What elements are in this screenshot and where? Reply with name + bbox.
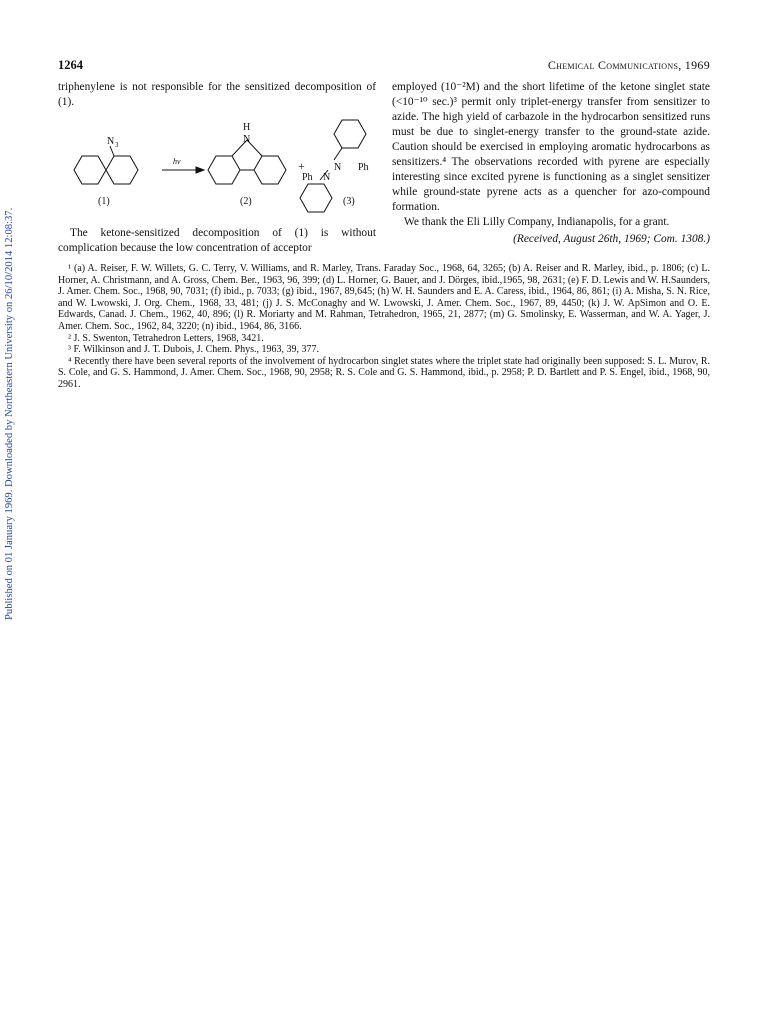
carbazole-h-label: H xyxy=(243,122,251,133)
intro-paragraph: triphenylene is not responsible for the sensitized decomposition of (1). xyxy=(58,81,376,108)
azo-n1-label: N xyxy=(334,162,342,173)
right-column xyxy=(392,80,710,247)
azide-n-label: N xyxy=(107,136,115,147)
footnote-3: ³ F. Wilkinson and J. T. Dubois, J. Chem. Phys., 1963, 39, 377. xyxy=(68,344,319,356)
azo-ring-top xyxy=(334,120,366,148)
running-head: Chemical Communications, 1969 xyxy=(547,58,710,72)
footnotes xyxy=(58,263,710,391)
carbazole-n-label: N xyxy=(243,134,251,145)
compound-3-label: (3) xyxy=(343,196,355,207)
plus-sign: + xyxy=(298,159,305,173)
azo-ring-bottom xyxy=(300,184,332,212)
arrow-head xyxy=(196,167,204,173)
received-line: (Received, August 26th, 1969; Com. 1308.) xyxy=(513,233,710,245)
reaction-scheme xyxy=(58,118,378,214)
compound-1-label: (1) xyxy=(98,196,110,207)
azo-n2-label: N xyxy=(323,172,331,183)
azo-ph2-label: Ph xyxy=(302,172,313,183)
footnote-2: ² J. S. Swenton, Tetrahedron Letters, 1968, 3421. xyxy=(68,332,264,344)
footnote-1: ¹ (a) A. Reiser, F. W. Willets, G. C. Terry, V. Williams, and R. Marley, Trans. Faraday Soc., 1968, 64, 3265; (b) A. Reiser and R. Marley, ibid., p. 1806; (c) L. Horner, A. Christmann, and A. Gross, Chem. Ber., 1963, 96, 399; (d) L. Horner, G. Bauer, and J. Dörges, ibid.,1965, 98, 2631; (e) F. D. Lewis and W. H.Saunders, J. Amer. Chem. Soc., 1968, 90, 7031; (f) ibid., p. 7033; (g) ibid., 1967, 89,645; (h) W. H. Saunders and E. A. Caress, ibid., 1964, 86, 861; (i) A. Misha, S. N. Rice, and W. Lwowski, J. Org. Chem., 1968, 33, 481; (j) J. S. McConaghy and W. Lwowski, J. Amer. Chem. Soc., 1967, 89, 4450; (k) J. W. ApSimon and O. E. Edwards, Canad. J. Chem., 1962, 40, 896; (l) R. Moriarty and M. Rahman, Tetrahedron, 1965, 21, 2877; (m) G. Smolinsky, E. Wasserman, and W. A. Yager, J. Amer. Chem. Soc., 1962, 84, 3220; (n) ibid., 1964, 86, 3166. xyxy=(58,263,710,332)
azide-bond xyxy=(110,146,114,156)
left-column xyxy=(58,80,376,110)
footnote-4: ⁴ Recently there have been several reports of the involvement of hydrocarbon singlet states where the triplet state had originally been supposed: S. L. Murov, R. S. Cole, and G. S. Hammond, J. Amer. Chem. Soc., 1968, 90, 2958; R. S. Cole and G. S. Hammond, ibid., p. 2958; P. D. Bartlett and P. S. Engel, ibid., 1968, 90, 2961. xyxy=(58,355,710,390)
azide-subscript: 3 xyxy=(115,141,119,149)
page-number: 1264 xyxy=(58,58,83,72)
download-notice-link[interactable]: Published on 01 January 1969. Downloaded by Northeastern University on 26/10/2014 12:08:37. xyxy=(4,207,15,620)
hv-label: hν xyxy=(173,157,181,166)
azo-ph1-label: Ph xyxy=(358,162,369,173)
reaction-scheme-svg xyxy=(58,118,378,214)
benzene-ring-1a xyxy=(74,156,106,184)
carbazole-ring-right xyxy=(254,156,286,184)
azo-bond-1 xyxy=(334,148,342,160)
ketone-paragraph: The ketone-sensitized decomposition of (1) is without complication because the low concentration of acceptor xyxy=(58,227,376,254)
carbazole-ring-left xyxy=(208,156,240,184)
acknowledgement: We thank the Eli Lilly Company, Indianapolis, for a grant. xyxy=(404,216,670,228)
right-para1: employed (10⁻²M) and the short lifetime of the ketone singlet state (<10⁻¹⁰ sec.)³ permit only triplet-energy transfer from sensitizer to azide. The high yield of carbazole in the hydrocarbon sensitized runs must be due to singlet-energy transfer to the ground-state azide. Caution should be exercised in employing aromatic hydrocarbons as sensitizers.⁴ The observations recorded with pyrene are especially interesting since excited pyrene is functioning as a singlet sensitizer while ground-state pyrene acts as a quencher for azo-compound formation. xyxy=(392,81,710,213)
left-column-para2 xyxy=(58,226,376,256)
benzene-ring-1b xyxy=(106,156,138,184)
compound-2-label: (2) xyxy=(240,196,252,207)
